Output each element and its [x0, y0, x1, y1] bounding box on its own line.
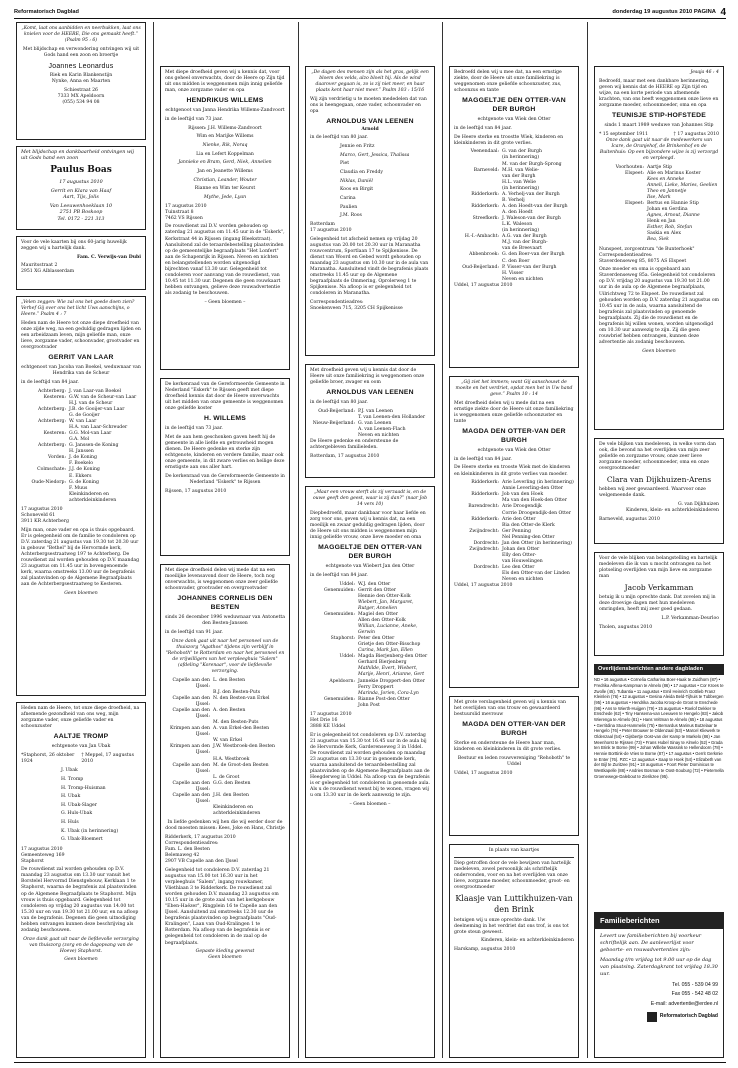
verse: „De dagen des mensen zijn als het gras, gelijk een bloem des velds, alzo bloeit hij. Als de wind daarover gegaan is, zo is zij niet meer, en haar plaats kent haar niet meer.” Psalm 103 : 15/16	[311, 70, 429, 94]
thanks-ad-van-dijkhuizen	[594, 438, 724, 544]
ad-body: Gelegenheid tot condoleren D.V. zaterdag 21 augustus van 15.00 tot 16.30 uur in het verpleeghuis "Salem", ingang rouwkamer, Vliethlaan 3 te Ridderkerk. De rouwdienst zal worden gehouden D.V. maandag 23 augustus om 10.15 uur in de grote zaal van het kerkgebouw "Eben-Haëzer", Ringplein 16 te Capelle aan den IJssel. Aansluitend zal omstreeks 12.30 uur de begrafenis plaatsvinden op begraafplaats "Oud-Kralingen", Laan van Oud-Kralingen 1 te Rotterdam. Na afloop van de begrafenis is er gelegenheid tot condoleren in de zaal op de begraafplaats.	[165, 867, 279, 946]
ad-body: De Heere sterke en troostte Wiek, kinderen en kleinkinderen in dit grote verlies.	[454, 134, 564, 146]
info-times: Maandag t/m vrijdag tot 9.00 uur op de dag van plaatsing. Zaterdagkrant tot vrijdag 18.30 uur.	[600, 956, 718, 977]
age: in de leeftijd van 91 jaar.	[165, 630, 223, 636]
ad-text: Voor de vele blijken van belangstelling en hartelijk medeleven die ik van u mocht ontvangen na het plotseling overlijden van mijn lieve en zorgzame man	[599, 556, 718, 580]
deceased-name: MAGDA DEN OTTER-VAN DER BURGH	[462, 720, 566, 737]
family-row: Oude-Niedorp: G. de Koning	[31, 479, 99, 485]
family-row: G.A. Mol	[69, 437, 90, 443]
age: in de leeftijd van 84 jaar.	[454, 456, 512, 462]
ad-body: Met de aan hem geschonken gaven heeft hij de gemeente in alle liefde en getrouwheid mogen dienen. De Heere gedenke en sterke zijn echtgenote, kinderen en verdere familie, maar ook onze gemeente, in dit zware verlies en heilige deze ernstigste aan ons aller hart.	[165, 435, 285, 471]
ad-body: betuig ik u mijn oprechte dank. Dat zovelen mij in deze droevige dagen met hun medeleven omringden, heeft mij zeer goed gedaan.	[599, 595, 716, 613]
ad-text: Bedroefd delen wij u mee dat, na een ernstige ziekte, door de Heere uit onze familiekring is weggenomen onze geliefde schoonzuster, zus, schoonzus en tante	[454, 70, 562, 94]
death-ad-den-besten	[160, 564, 290, 1058]
death-ad-maggeltje-family	[449, 66, 579, 368]
family-row: Achterberg: J. van Laar-van Boekel	[38, 388, 122, 394]
age: in de leeftijd van 84 jaar.	[454, 126, 512, 132]
deceased-name: ARNOLDUS VAN LEENEN	[326, 117, 414, 125]
birth-ad-joannes	[16, 22, 146, 140]
place-date: Uddel, 17 augustus 2010	[454, 282, 513, 288]
family-list: Ridderkerk: Arie Leverling (in herinnering) Annie Leverling-den Otter Ridderkerk: Job van den Hoek Ma van den Hoek-den Otter Barendrecht: Arie Droogendijk Corrie Droogendijk-den Otter Ridderkerk: Arie den Otter Bia den Otter-de Klerk Zwijndrecht: Ger Penning Nel Penning-den Otter Dordrecht: Jan den Otter (in herinnering) Zwijndrecht: Johan den Otter Elly den Otter- van Houwelingen Dordrecht: Leo den Otter Els den Otter-van der Linden Neven en nichten	[468, 480, 574, 583]
age: in de leeftijd van 73 jaar.	[165, 117, 223, 123]
column-divider	[587, 22, 588, 1058]
paper-name: Reformatorisch Dagblad	[14, 9, 79, 15]
deceased-name: Jacob Verkamman	[624, 582, 694, 592]
signature: Fam. C. Verwijs-van Dubi	[76, 254, 141, 260]
family-row: H.J. van de Scheur	[69, 400, 113, 406]
ad-text: Met droefheid delen wij u mede dat na een ernstige ziekte door de Heere uit onze familiekring is weggenomen onze geliefde schoonzuster en tante	[454, 400, 574, 424]
family-list: J. Ubak H. Tromp H. Tromp-Huisman H. Ubak H. Ubak-Slager G. Huls-Ubak H. Huls K. Ubak (in herinnering) G. Ubak-Bloemert	[61, 768, 119, 843]
column-3	[305, 22, 435, 1058]
family-row: Achterberg: G. Janssen-de Koning	[38, 443, 119, 449]
thanks-ad-luttikhuizen	[449, 844, 579, 1058]
deceased-sub: echtgenoot van Jacoba van Boekel, weduwnaar van Hendrika van de Scheur	[21, 365, 141, 377]
verse: „Gij ziet het immers; want Gij aanschouwt de moeite en het verdriet, opdat men het in Uw hand geve.” Psalm 10 : 14	[455, 380, 573, 398]
deceased-name: MAGDA DEN OTTER-VAN DER BURGH	[462, 427, 566, 444]
family-row: achterkleinkinderen	[69, 497, 117, 503]
ad-body: Er is gelegenheid tot condoleren op D.V. zaterdag 21 augustus van 15.30 tot 16.45 uur in de aula bij de Hervormde Kerk, Garderenseweg 3 in Uddel. De rouwdienst zal worden gehouden op maandag 23 augustus om 13.30 uur in genoemde kerk, waarna aansluitend de teraardebestelling zal plaatsvinden op de Algemene Begraafplaats aan de Heegderweg in Uddel. Na afloop van de begrafenis is er gelegenheid tot condoleren in genoemde aula. Als u de rouwdienst wenst bij te wonen, vragen wij u om 13.30 uur in de kerk aanwezig te zijn.	[310, 732, 430, 799]
family-row: G. de Gooijer	[69, 412, 100, 418]
paper-logo: Reformatorisch Dagblad	[600, 1012, 718, 1022]
life-dates: *Staphorst, 26 oktober 1924 † Meppel, 17 augustus 2010	[21, 753, 134, 765]
family-list: Voorhouten: Aartje Stip Elspeet: Alie en Marinus Koster Kees en Anneke Anneli, Lieke, Maries, Geelien Theo en Jannetje Ilse, Mark Elspeet: Bertus en Hannie Stip Johan en Gerdina Agnes, Arnout, Dianne Henk en Jan Esther, Rob, Stefan Saskia en Alex Bea, Siek	[615, 164, 718, 243]
place-date: 17 augustus 2010 Schoneveld 61 3911 KR Achterberg	[21, 506, 69, 524]
info-text: Levert uw familieberichten bij voorkeur schriftelijk aan. De aanleverlijst voor geboorte- en rouwadvertenties zijn:	[600, 932, 702, 953]
ad-text: De kerkenraad van de Gereformeerde Gemeente in Nederland "Eskerk" te Rijssen geeft met diepe droefheid kennis dat door de Heere onverwachts uit het midden van onze gemeente is weggenomen onze geliefde koster	[165, 382, 285, 412]
deceased-sub: echtgenote van Jan Ubak	[51, 744, 111, 750]
place-date: Rotterdam 17 augustus 2010	[310, 221, 352, 233]
death-ad-gerrit-van-laar	[16, 296, 146, 696]
parents: Gerrit en Klara van Haaf Aart, Tijs, Jolis	[50, 188, 112, 200]
signature: Bestuur en leden rouwvereniging "Rehoboth" te Uddel	[457, 756, 571, 768]
deceased-sub: sinds 1 maart 1989 weduwe van Johannes Stip	[604, 123, 714, 129]
child-name: Joannes Leonardus	[48, 62, 114, 70]
family-row: Kesteren: G.G. Mol-van Laar	[43, 431, 112, 437]
ad-body: Sterke en ondersteune de Heere haar man, kinderen en kleinkinderen in dit grote verlies.	[454, 741, 562, 753]
death-ad-aaltje-tromp	[16, 702, 146, 1058]
birth-date: 17 augustus 2010	[59, 179, 103, 185]
death-ad-van-leenen-family	[305, 364, 435, 478]
email-link[interactable]: E-mail: advertentie@erdee.nl	[650, 1000, 718, 1007]
age: in de leeftijd van 84 jaar.	[21, 379, 79, 385]
child-name: Paulus Boas	[50, 165, 112, 176]
thanks-ad-verkamman	[594, 552, 724, 656]
signature: Kinderen, klein- en achterkleinkinderen	[480, 938, 574, 944]
verse: Onze dank gaat uit naar de medewerkers van Icare, de Oranjehof, de Brinkenhof en de Buitenhuis: Op een bijzondere wijze is zij verzorgd en verpleegd.	[599, 137, 719, 162]
family-row: Vorden: J. de Koning	[47, 455, 97, 461]
verse: „Komt, laat ons aanbidden en neerbukken, laat ons knielen voor de HEERE, Die ons gemaakt heeft.” (Psalm 95 : 6)	[21, 26, 141, 44]
place-date: 17 augustus 2010 Het Drie 16 3888 KE Uddel	[310, 711, 352, 729]
family-row: H.A. van Laar-Schreuder	[69, 425, 128, 430]
page-number: 4	[720, 7, 726, 18]
ad-text: De vele blijken van medeleven, in welke vorm dan ook, die bevond na het overlijden van mijn zeer geliefde en zorgzame vrouw, onze zeer lieve zorgzame moeder, schoonmoeder, oma en onze overgrootmoeder	[599, 442, 716, 472]
verse: Onze dank gaat uit naar het personeel van de thuiszorg "Agathos" tijdens zijn verblijf in "Rehoboth" te Rotterdam en naar het personeel en de vrijwilligers van het verpleeghuis "Salem" (afdeling "Korenaar", voor de liefdevolle verzorging.	[165, 638, 285, 675]
death-ad-hendrikus-willems	[160, 66, 290, 370]
page-date: donderdag 19 augustus 2010 PAGINA	[612, 9, 716, 15]
deceased-name: GERRIT VAN LAAR	[48, 353, 114, 361]
deceased-name: ARNOLDUS VAN LEENEN	[326, 388, 414, 396]
family-row: Kesteren: G.W. van de Scheur-van Laar	[43, 394, 137, 400]
ad-body: hebben wij zeer gewaardeerd. Waarvoor onze welgemeende dank.	[599, 487, 706, 499]
deceased-sub: echtgenote van Wiebert Jan den Otter	[325, 564, 415, 570]
ad-body: Mijn man, onze vader en opa is thuis opgebaard. Er is gelegenheid om de familie te condoleren op D.V. zaterdag 21 augustus van 19.30 tot 20.30 uur in gebouw "Bethel" bij de Hervormde kerk, Achterbergsestraatweg 197 te Achterberg. De rouwdienst zal worden gehouden op D.V. maandag 23 augustus om 11.45 uur in bovengenoemde kerk, waarna omstreeks 13.00 uur de begrafenis zal plaatsvinden op de Algemene Begraafplaats aan de Achterbergsestraatweg te Kesteren.	[21, 527, 140, 588]
address: Schiestraat 26 7333 MX Apeldoorn (055) 534 94 08	[57, 88, 105, 106]
family-row: E. Ekkers	[69, 473, 92, 479]
ad-text: Met grote verslagenheid geven wij u kennis van het overlijden van ons trouw en gewaardeerd bestuurslid mevrouw	[454, 700, 566, 718]
verse-reference: Jesaja 46 : 4	[690, 70, 719, 75]
ad-body: Onze moeder en oma is opgebaard aan Staverdenseweg 85a. Gelegenheid tot condoleren op D.V. vrijdag 20 augustus van 19.30 tot 21.00 uur in de aula op de Algemene begraafplaats, Uilrichtweg 72 te Elspeet. De rouwdienst zal gehouden worden op D.V. zaterdag 21 augustus om 10.45 uur in de aula, waarna aansluitend de begrafenis zal plaatsvinden op genoemde begraafplaats. Zij die de rouwdienst en de begrafenis bij willen wonen, worden uitgenodigd om 10.30 uur aanwezig te zijn. Zij die geen rouwbrief hebben ontvangen, kunnen deze advertentie als zodanig beschouwen.	[599, 267, 719, 346]
signature: L.P. Verkamman-Deurloo	[661, 616, 719, 622]
ad-text: Diep getroffen door de vele bewijzen van hartelijk medeleven, zowel persoonlijk als schriftelijk ondervonden, voor en na het overlijden van onze lieve, zorgzame moeder, schoonmoeder, groot- en overgrootmoeder	[454, 861, 571, 891]
ad-text: Wij zijn verdrietig u te moeten mededelen dat van ons is heengegaan, onze vader, schoonvader en opa	[310, 96, 427, 114]
death-ad-arnoldus-van-leenen	[305, 66, 435, 356]
correspondence: Correspondentieadres: Snoekenveen 715, 3205 CH Spijkenisse	[310, 299, 403, 311]
place-date: Uddel, 17 augustus 2010	[454, 770, 513, 776]
ad-text: Met blijdschap en dankbaarheid ontvingen wij uit Gods hand een zoon	[21, 150, 135, 162]
note: Geen bloemen	[642, 348, 676, 354]
parents: Riek en Karin Blankenstijn Nynke, Anna en Maarten	[49, 73, 113, 85]
family-row: H. Janssen	[69, 449, 94, 455]
family-list: Uddel: W.J. den Otter Genemuiden: Gerrit den Otter Hennie den Otter-Kolk Wiebert, Jan, Margaret, Rutger, Annelien Genemuiden: Magiel den Otter Allen den Otter-Kolk Willian, Lucianne, Aneke, Gerwin Staphorst: Peter den Otter Grietje den Otter-Bisschop Carina, Mark Jan, Ellen Uddel: Magda Bierjenberg-den Otter Gerhard Bierjenberg Mathilde, Evert, Wiebert, Marije, Henri, Arianne, Gert Apeldoorn: Jannekie Droppert-den Otter Ferry Droppert Marinda, Jorien, Cora-Lyn Genemuiden: Rianne Post-den Otter John Post	[323, 581, 428, 708]
ad-body: Gelegenheid tot afscheid nemen op vrijdag 20 augustus van 20.00 tot 20.30 uur in Maranatha rouwcentrum, Sportlaan 17 te Spijkenisse. De dienst van Woord en Gebed wordt gehouden op maandag 23 augustus om 10.30 uur in de aula van Maranatha. Aansluitend vindt de begrafenis plaats omstreeks 11.45 uur op de Algemene begraafplaats de Ommering, Oprolerweg 1 te Spijkenisse. Na afloop is er gelegenheid tot condoleren in Maranatha.	[310, 236, 429, 297]
place-date: Harskamp, augustus 2010	[454, 947, 516, 953]
birth-ad-paulus	[16, 146, 146, 230]
ad-text: Voor de vele kaarten bij ons 60-jarig huwelijk zeggen wij u hartelijk dank.	[21, 240, 127, 252]
note: Geen bloemen	[64, 957, 98, 963]
place-date: Rijssen, 17 augustus 2010	[165, 488, 227, 494]
divider	[454, 857, 574, 858]
death-ad-rouwvereniging	[449, 696, 579, 836]
family-row: Colmschate: J.J. de Koning	[37, 467, 100, 473]
ad-text: Met diepe droefheid delen wij mede dat na een moeilijke levensavond door de Heere, toch nog onverwachts, is weggenomen onze zeer geliefde schoonvader, grootvader en overgrootvader	[165, 568, 278, 592]
overview-text: ND • 16 augustus • Cornelia Catharina Boer-Haak te Zuidhorn (87) • Fredrika Alfena-Kampman te Almelo (86) • 17 augustus • Cor Kroes te Zwolle (45). Tubantia • 11 augustus • Emil Heinrich Gottlieb Franz Kleinlein (76) • 12 augustus • Gesina Aleida Beld-Tijhuis te Tubbergen (95) • 16 augustus • Hendrika Jacoba Kroop-de Groot te Enschede (96) • Ans te Wierth-Huijgen (79) • 15 augustus • Roelof Dekker te Enschede (62) • Tiny Hansema-van Leeuwen te Hengelo (83) • Jakob Wierenga te Almelo (81) • Hans Veltman te Almelo (65) • 18 augustus • Gerritdina Stuut-Hammelis (75) • Bernardus Marinus Butzelaar te Hengelo (76) • Peter Brouwer te Oldenzaal (53) • Marcel Kliewerk te Oldenzaal (54) • Gijsbertje Oost-van der Kamp te Markelo (86) • Jan Meenhorst te Rijssen (73) • Frans Hubel Sinay te Almelo (52) • Grada ten Brink te Borne (99) • Johan Willebe Wassink te Hellendoorn (78) • Hennie Borttink-de Vries te Borne (87) • 17 augustus • Gerrit Gerkmie te Enter (76). PZC • 12 augustus • Saap te Hoek (54) • Elizabeth van der Bijl te Zuritzee (91) • 18 augustus • Foort Pieter Dominicus te Westkapelle (88) • Andries Bosman te Oost-Souburg (72) • Pieternella Groenewege-Dalebout te Zierikzee (95).	[594, 677, 724, 779]
ad-text: Met blijdschap en verwondering ontvingen wij uit Gods hand een zoon en broertje	[22, 46, 140, 58]
ad-text: Met diepe droefheid geven wij u kennis dat, voor ons geheel onverwachts, door de Heere op Zijn tijd uit ons midden is weggenomen mijn innig geliefde man, onze zorgzame vader en opa	[165, 70, 285, 94]
phone-number: Tel. 055 - 539 04 99	[672, 981, 718, 988]
place-date: Tholen, augustus 2010	[599, 624, 653, 630]
age: in de leeftijd van 73 jaar.	[165, 426, 223, 432]
place-date: Rotterdam, 17 augustus 2010	[310, 454, 380, 460]
deceased-name: Clara van Dijkhuizen-Arens	[606, 474, 712, 484]
address: Mauritsstraat 2 2951 XG Alblasserdam	[21, 263, 75, 275]
deceased-name: Klaasje van Luttikhuizen-van den Brink	[455, 893, 573, 914]
overview-title: Overlijdensberichten andere dagbladen	[594, 664, 724, 675]
logo-icon	[647, 1012, 657, 1022]
age: in de leeftijd van 80 jaar.	[310, 400, 368, 406]
family-list: Oud-Beijerland: P.J. van Leenen T. van Leenen-den Hollander Nieuw-Beijerland: G. van Leenen A. van Leenen-Flach Neven en nichten	[312, 409, 426, 439]
place-date: Ridderkerk, 17 augustus 2010 Correspondentieadres: Fam. L. den Besten Belemaweg 42 2907 VB Capelle aan den IJssel	[165, 834, 238, 865]
place-date: Uddel, 17 augustus 2010	[454, 583, 513, 589]
deceased-name: HENDRIKUS WILLEMS	[186, 96, 264, 104]
info-title: Familieberichten	[595, 913, 723, 929]
ad-title: In plaats van kaartjes	[488, 848, 540, 853]
note: – Geen bloemen –	[204, 299, 246, 305]
note: – Geen bloemen –	[349, 801, 391, 807]
bottom-rule	[14, 1062, 726, 1063]
family-row: F. Boekelo	[69, 461, 93, 467]
place-date: 17 augustus 2010 Tuinstraat 8 7462 VS Rijssen	[165, 203, 207, 221]
family-list	[21, 389, 141, 504]
thanks-ad-verwijs	[16, 236, 146, 290]
family-row: Achterberg: J.B. de Gooijer-van Laar	[38, 406, 125, 412]
family-list: Rijssen: J.H. Willems-Zandvoort Wim en Marijke Willems Nienke, Rik, Noraq Lia en Lefert Koppelman Jannieke en Bram, Gerd, Niek, Annelien Jan en Jeanette Willems Christian, Leander, Wouter Rianne en Wim ter Keurst Mythe, Jede, Lyan	[178, 125, 272, 200]
verse: „Maar een vrouw sterft als zij verzaadt is, en de ouwe geeft den geest, waar is zij dan?” (naar Job 14 vers 10)	[312, 490, 428, 508]
column-divider	[298, 22, 299, 1058]
death-ad-teunisje-stip	[594, 66, 724, 430]
family-notices-info	[594, 912, 724, 1058]
ad-text: Diepbedroefd, maar dankbaar voor haar liefde en zorg voor ons, geven wij u kennis dat, na een moeilijk en zwaar geduldig gedragen lijden, door de Heere uit ons midden is weggenomen mijn innig geliefde vrouw, onze lieve moeder en oma	[310, 510, 426, 541]
deceased-name: H. WILLEMS	[203, 414, 247, 422]
deceased-name: TEUNISJE STIP-HOFSTEDE	[612, 111, 706, 119]
family-row: Achterberg: W. van Laar	[38, 418, 97, 424]
deceased-name: MAGGELTJE DEN OTTER-VAN DER BURGH	[462, 96, 566, 113]
ad-body: De rouwdienst zal worden gehouden op D.V. maandag 23 augustus om 13.30 uur vanuit het Borstelel Hervormd Dienstgebouw, Kerklaan 1 te Staphorst, waarna de begrafenis zal plaatsvinden op de Algemene Begraafplaats te Staphorst. Mijn vrouw is thuis opgebaard. Gelegenheid tot condoleren op vrijdag 20 augustus van 14.00 tot 15.30 uur en van 19.30 tot 21.00 uur, en na afloop van de begrafenis. Degenen die geen uitnodiging hebben ontvangen kunnen deze beschrijving als zodanig beschouwen.	[21, 867, 139, 933]
life-dates: * 15 september 1911 † 17 augustus 2010	[599, 131, 719, 137]
ad-body: De Heere sterke en trooste Wiek met de kinderen en kleinkinderen in dit grote verlies van moeder.	[454, 465, 571, 477]
death-ad-kerkenraad-willems	[160, 378, 290, 556]
family-row: Kleinkinderen en	[69, 491, 109, 497]
deceased-sub: echtgenote van Wiek den Otter	[477, 448, 551, 454]
verse: Onze dank gaat uit naar de liefdevolle verzorging van thuiszorg (zorg en de dagopvang van de Hoeve) Staphorst.	[23, 936, 139, 954]
note: Gepaste kleding gewenst Geen bloemen	[195, 949, 255, 961]
signature: De kerkenraad van de Gereformeerde Gemeente in Nederland "Eskerk" te Rijssen	[165, 474, 285, 486]
note: Geen bloemen	[64, 590, 98, 596]
other-papers-overview	[594, 664, 724, 781]
death-ad-magda-den-otter	[449, 376, 579, 688]
deceased-nickname: Arnold	[361, 126, 379, 132]
address: Van Leeuwenhoeklaan 10 2751 PB Boskoop Tel. 0172 - 221 313	[49, 203, 113, 222]
page-header	[14, 7, 726, 19]
deceased-name: MAGGELTJE DEN OTTER-VAN DER BURGH	[318, 543, 422, 560]
deceased-sub: sinds 26 december 1996 weduwnaar van Antonetta den Besten-Janssen	[165, 615, 285, 627]
family-list: Jennie en Fritz Marco, Gert, Jessica, Thalissa Piet Claudia en Freddy Niklas, Daniël Koos en Birgit Carina Paulien J.M. Roos	[340, 143, 410, 219]
column-4	[449, 22, 579, 1058]
age: in de leeftijd van 80 jaar.	[310, 135, 368, 141]
ad-body: De Heere gedenke en ondersteune de achtergebleven familieleden.	[310, 439, 399, 451]
place-date: Nunspeet, zorgcentrum "de Bunterhoek" Correspondentieadres: Staverdenseweg 85, 8075 AS Elspeet	[599, 246, 695, 264]
ad-text: Bedroefd, maar met een dankbare herinnering, geven wij kennis dat de HEERE op Zijn tijd en wijze, na een korte periode van afnemende krachten, van ons heeft weggenomen onze lieve en zorgzame moeder, schoonmoeder, oma en opa	[599, 78, 719, 108]
column-1	[16, 22, 146, 1058]
verse: „Velen zeggen: Wie zal ons het goede doen zien? Verhef Gij over ons het licht Uws aanschijns, o Heere.” Psalm 4 : 7	[21, 300, 135, 318]
column-divider	[442, 22, 443, 1058]
remembrance: In liefde gedenken wij hen die wij eerder door de dood moesten missen: Kees, Joke en Hans, Christje	[165, 820, 285, 832]
deceased-name: AALTJE TROMP	[53, 732, 109, 740]
signature: G. van Dijkhuizen Kinderen, klein- en achterkleinkinderen	[625, 502, 719, 514]
fax-number: Fax 055 - 542 48 02	[671, 991, 718, 998]
column-divider	[153, 22, 154, 1058]
ad-text: Heden nam de Heere tot onze diepe droefheid van onze zijde weg, na een geduldig gedragen lijden en een arbeidzaam leven, mijn geliefde man, onze lieve, zorgzame vader, schoonvader, grootvader en overgrootvader	[21, 320, 141, 351]
ad-text: Heden nam de Heere, tot onze diepe droefheid, na afnemende gezondheid van ons weg, mijn zorgzame vader, onze geliefde vader en schoonzuster	[21, 706, 140, 730]
column-2	[160, 22, 290, 1058]
ad-text: Met droefheid geven wij u kennis dat door de Heere uit onze familiekring is weggenomen onze geliefde broer, zwager en oom	[310, 368, 425, 386]
deceased-sub: echtgenoot van Janna Hendrika Willems-Zandvoort	[165, 108, 285, 114]
deceased-sub: echtgenote van Wiek den Otter	[477, 117, 551, 123]
age: in de leeftijd van 84 jaar.	[310, 572, 368, 578]
family-list: Veenendaal: G. van der Burgh (in herinnering) M. van der Burgh-Sprong Barneveld: M.H. van Welie- van der Burgh H.L. van Welie (in herinnering) Ridderkerk: A. Verhelj-van der Burgh B. Verhelj Ridderkerk: A. den Hoedt-van der Burgh A. den Hoedt Streefkerk: J. Waleson-van der Burgh L.K. Waleson (in herinnering) H.-I.-Ambacht: A.G. van der Burgh M.J. van der Burgh- van de Breevaart Abbenbroek: G. den Boer-van der Burgh C. den Boer Oud-Beijerland: P. Visser-van der Burgh H. Visser Neven en nichten	[462, 149, 568, 282]
death-ad-maggeltje-den-otter	[305, 486, 435, 1058]
ad-body: De rouwdienst zal D.V. worden gehouden op zaterdag 21 augustus om 11.45 uur in de "Eskerk", Kerkstraat 44 in Rijssen (ingang Bleekstraat). Aansluitend zal de teraardebestelling plaatsvinden op de gemeentelijke begraafplaats "Het Lonfert" aan de Schapenrijk in Rijssen. Neven en nichten en belangstellenden worden uitgenodigd bijrechten vanaf 13.30 uur. Gelegenheid tot condoleren voor aanvang van de rouwdienst, van 10.45 tot 11.30 uur. Degenen die geen rouwkaart hebben ontvangen, gelieve deze rouwadvertentie als zodanig te beschouwen.	[165, 224, 285, 297]
deceased-name: JOHANNES CORNELIS DEN BESTEN	[177, 594, 273, 611]
place-date: Barneveld, augustus 2010	[599, 516, 660, 522]
family-list: Capelle aan den IJssel: L. den Besten B.J. den Besten-Puts Capelle aan den IJssel: N. den Besten-van Erkel Capelle aan den IJssel: A. den Besten M. den Besten-Puts Krimpen aan den IJssel: A. van Erkel-den Besten W. van Erkel Krimpen aan den IJssel: J.W. Westbroek-den Besten H.A. Westbroek Capelle aan den IJssel: M. de Groot-den Besten L. de Groot Capelle aan den IJssel: G.G. den Besten Capelle aan den IJssel: J.H. den Besten Kleinkinderen en achterkleinkinderen	[169, 677, 275, 817]
ad-body: betuigen wij u onze oprechte dank. Uw deelneming in het verdriet dat ons trof, is ons tot grote steun geweest.	[454, 917, 569, 935]
family-row: F. Muus	[69, 485, 88, 491]
column-5	[594, 22, 724, 1058]
place-date: 17 augustus 2010 Gemeenteweg 169 Staphorst	[21, 846, 65, 864]
